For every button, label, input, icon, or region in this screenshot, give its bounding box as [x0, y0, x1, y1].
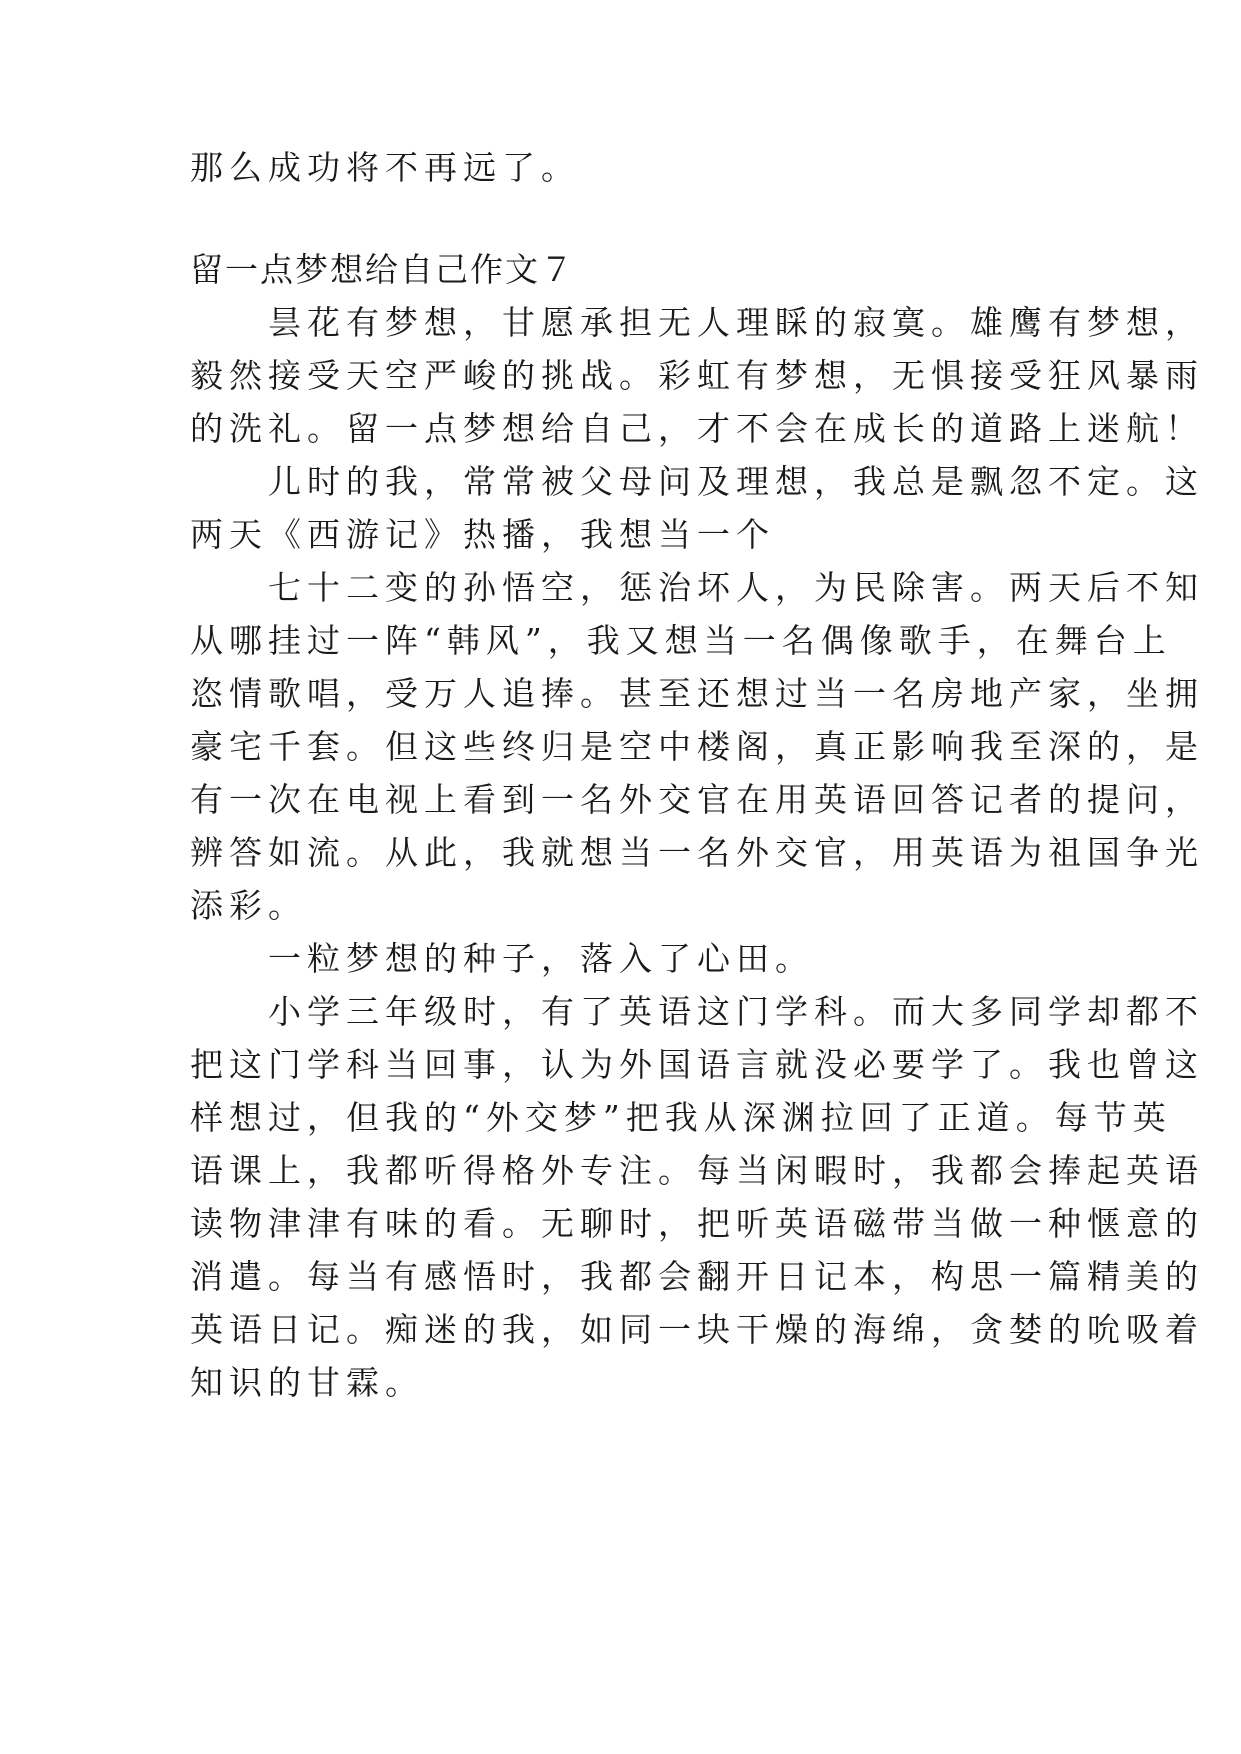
- text-line: 七十二变的孙悟空，惩治坏人，为民除害。两天后不知: [190, 568, 1204, 607]
- text-line: 昙花有梦想，甘愿承担无人理睬的寂寞。雄鹰有梦想，: [190, 303, 1204, 342]
- text-line: 英语日记。痴迷的我，如同一块干燥的海绵，贪婪的吮吸着: [190, 1310, 1204, 1349]
- text-line: 儿时的我，常常被父母问及理想，我总是飘忽不定。这: [190, 462, 1204, 501]
- text-line: 样想过，但我的“外交梦”把我从深渊拉回了正道。每节英: [190, 1098, 1172, 1137]
- text-line: 把这门学科当回事，认为外国语言就没必要学了。我也曾这: [190, 1045, 1204, 1084]
- text-line: 两天《西游记》热播，我想当一个: [190, 515, 775, 554]
- text-line: 恣情歌唱，受万人追捧。甚至还想过当一名房地产家，坐拥: [190, 674, 1204, 713]
- section-heading: 留一点梦想给自己作文７: [190, 250, 575, 289]
- text-line: 读物津津有味的看。无聊时，把听英语磁带当做一种惬意的: [190, 1204, 1204, 1243]
- text-line: 知识的甘霖。: [190, 1363, 424, 1402]
- text-line: 一粒梦想的种子，落入了心田。: [190, 939, 814, 978]
- text-line: 的洗礼。留一点梦想给自己，才不会在成长的道路上迷航！: [190, 409, 1204, 448]
- text-line: 语课上，我都听得格外专注。每当闲暇时，我都会捧起英语: [190, 1151, 1204, 1190]
- text-line: 消遣。每当有感悟时，我都会翻开日记本，构思一篇精美的: [190, 1257, 1204, 1296]
- text-line: 添彩。: [190, 886, 307, 925]
- text-line: 有一次在电视上看到一名外交官在用英语回答记者的提问，: [190, 780, 1204, 819]
- text-line: 毅然接受天空严峻的挑战。彩虹有梦想，无惧接受狂风暴雨: [190, 356, 1204, 395]
- text-line: 小学三年级时，有了英语这门学科。而大多同学却都不: [190, 992, 1204, 1031]
- text-line: 辨答如流。从此，我就想当一名外交官，用英语为祖国争光: [190, 833, 1204, 872]
- text-line: 豪宅千套。但这些终归是空中楼阁，真正影响我至深的，是: [190, 727, 1204, 766]
- text-line: 那么成功将不再远了。: [190, 148, 580, 187]
- text-line: 从哪挂过一阵“韩风”，我又想当一名偶像歌手，在舞台上: [190, 621, 1172, 660]
